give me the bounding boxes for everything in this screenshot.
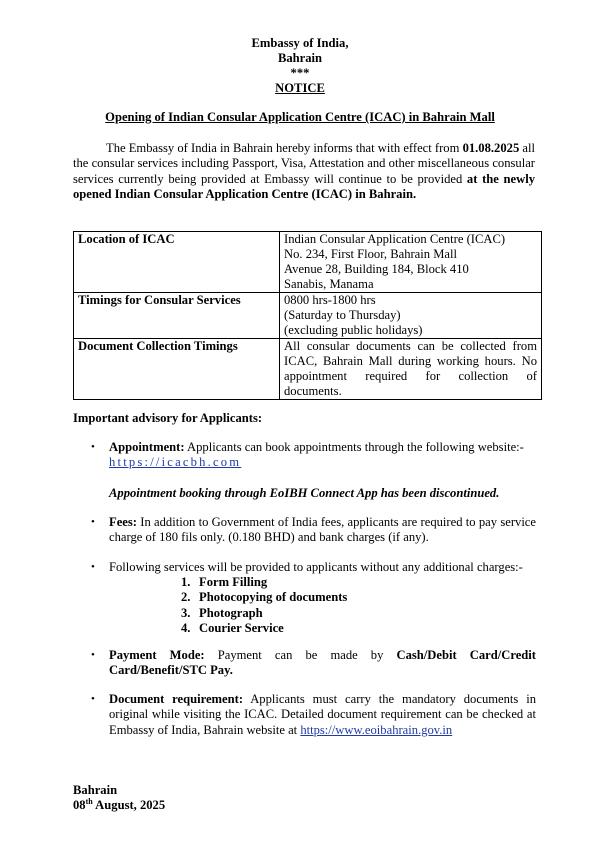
footer-place: Bahrain	[73, 783, 118, 797]
bullet-icon: •	[91, 693, 95, 705]
location-line: Sanabis, Manama	[284, 277, 374, 291]
embassy-name: Embassy of India,	[251, 36, 349, 50]
list-number: 4.	[181, 620, 191, 635]
list-item	[181, 621, 347, 636]
fees-body: In addition to Government of India fees, applicants are required to pay service charge of 180 fils only. (0.180 BHD) and bank charges (if any).	[109, 515, 536, 545]
appointment-link[interactable]: https://icacbh.com	[109, 455, 242, 470]
appointment-note: Appointment booking through EoIBH Connect App has been discontinued.	[109, 486, 500, 500]
intro-date: 01.08.2025	[462, 141, 520, 155]
notice-heading: NOTICE	[275, 81, 325, 95]
services-intro: Following services will be provided to applicants without any additional charges:-	[109, 560, 523, 574]
list-label: Courier Service	[199, 620, 284, 635]
advisory-title: Important advisory for Applicants:	[73, 411, 263, 425]
footer-date	[73, 798, 165, 813]
payment-label: Payment Mode:	[109, 648, 205, 662]
list-item	[181, 575, 347, 590]
services-list	[181, 575, 347, 636]
payment-body: Payment can be made by	[204, 648, 397, 662]
list-label: Form Filling	[199, 575, 268, 589]
timings-line: (Saturday to Thursday)	[284, 308, 401, 322]
list-number: 1.	[181, 575, 191, 589]
fees-text	[109, 515, 536, 546]
bullet-icon: •	[91, 516, 95, 528]
appointment-text	[109, 440, 536, 471]
intro-part1: The Embassy of India in Bahrain hereby informs that with effect from	[106, 141, 463, 155]
fees-label: Fees:	[109, 515, 137, 529]
signature-block	[73, 783, 165, 813]
bullet-icon: •	[91, 441, 95, 453]
notice-subject: Opening of Indian Consular Application Centre (ICAC) in Bahrain Mall	[105, 110, 495, 124]
location-line: No. 234, First Floor, Bahrain Mall	[284, 247, 458, 261]
embassy-website-link[interactable]: https://www.eoibahrain.gov.in	[300, 722, 453, 737]
location-label: Location of ICAC	[74, 232, 280, 293]
table-row	[74, 293, 542, 339]
list-number: 3.	[181, 605, 191, 620]
timings-value	[280, 293, 542, 339]
header-separator: ***	[290, 66, 310, 80]
embassy-location: Bahrain	[277, 51, 323, 65]
intro-part2: all the consular services including Passport, Visa, Attestation and other miscellaneous consular services currently being provided at Embassy will continue to be provided	[73, 141, 535, 186]
location-value	[280, 232, 542, 293]
list-item	[181, 590, 347, 605]
letterhead	[0, 36, 600, 96]
payment-text	[109, 648, 536, 679]
location-line: Indian Consular Application Centre (ICAC)	[284, 232, 506, 246]
payment-methods: Cash/Debit Card/Credit Card/Benefit/STC Pay.	[109, 648, 536, 678]
list-number: 2.	[181, 590, 191, 605]
list-label: Photocopying of documents	[199, 590, 348, 605]
date-day: 08	[73, 798, 86, 812]
table-row	[74, 232, 542, 293]
document-text	[109, 692, 536, 738]
document-label: Document requirement:	[109, 692, 244, 706]
intro-paragraph	[73, 141, 535, 202]
timings-label: Timings for Consular Services	[74, 293, 280, 339]
timings-line: 0800 hrs-1800 hrs	[284, 293, 376, 307]
intro-bold-end: at the newly opened Indian Consular Application Centre (ICAC) in Bahrain.	[73, 171, 535, 201]
date-rest: August, 2025	[92, 798, 166, 812]
bullet-icon: •	[91, 561, 95, 573]
collection-value: All consular documents can be collected from ICAC, Bahrain Mall during working hours. No appointment required for collection of documents.	[280, 339, 542, 400]
date-suffix: th	[85, 796, 93, 806]
bullet-icon: •	[91, 649, 95, 661]
table-row	[74, 339, 542, 400]
icac-info-table	[73, 231, 542, 400]
appointment-label: Appointment:	[109, 440, 185, 454]
list-item	[181, 606, 347, 621]
location-line: Avenue 28, Building 184, Block 410	[284, 262, 469, 276]
document-body: Applicants must carry the mandatory documents in original while visiting the ICAC. Detailed document requirement can be checked at Embassy of India, Bahrain website at	[109, 692, 536, 737]
collection-label: Document Collection Timings	[74, 339, 280, 400]
appointment-body: Applicants can book appointments through the following website:-	[184, 440, 524, 454]
timings-line: (excluding public holidays)	[284, 323, 423, 337]
list-label: Photograph	[199, 605, 263, 620]
